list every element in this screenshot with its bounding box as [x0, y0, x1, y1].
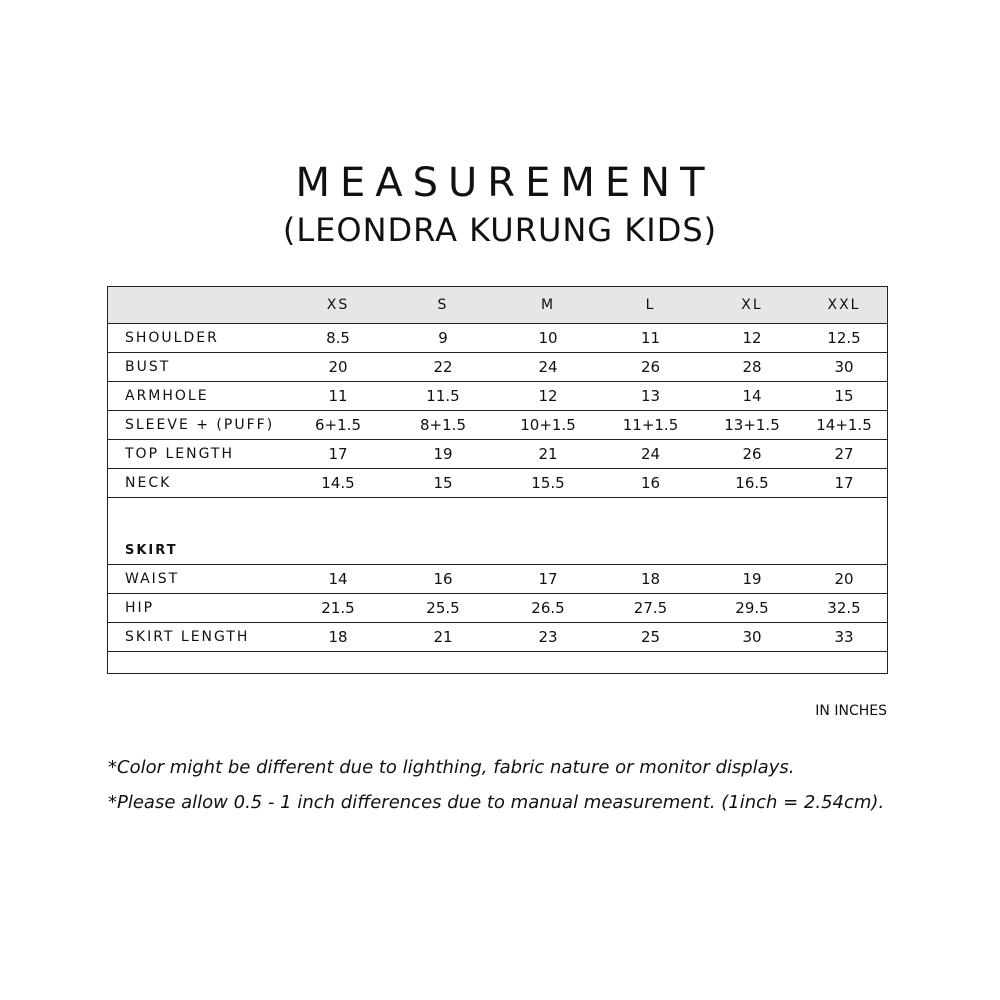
units-note: IN INCHES	[815, 703, 887, 719]
table-cell: 18	[598, 565, 703, 594]
table-cell: 6+1.5	[288, 411, 388, 440]
table-cell: 10+1.5	[498, 411, 598, 440]
table-cell: 12.5	[801, 324, 887, 353]
table-cell: 19	[388, 440, 498, 469]
column-header-s: S	[388, 287, 498, 324]
page-title: MEASUREMENT	[295, 160, 715, 206]
table-cell: 8+1.5	[388, 411, 498, 440]
row-label: SKIRT LENGTH	[108, 623, 288, 652]
table-cell: 32.5	[801, 594, 887, 623]
row-label: WAIST	[108, 565, 288, 594]
table-cell: 26	[598, 353, 703, 382]
blank-cell	[108, 652, 887, 678]
column-header-xxl: XXL	[801, 287, 887, 324]
table-cell: 24	[498, 353, 598, 382]
table-cell: 33	[801, 623, 887, 652]
column-header-xl: XL	[703, 287, 801, 324]
table-cell: 16	[388, 565, 498, 594]
table-cell: 8.5	[288, 324, 388, 353]
table-cell: 27.5	[598, 594, 703, 623]
table-cell: 16.5	[703, 469, 801, 498]
row-label: NECK	[108, 469, 288, 498]
table-cell: 15	[388, 469, 498, 498]
table-cell: 13	[598, 382, 703, 411]
table-row	[108, 565, 887, 594]
column-header-m: M	[498, 287, 598, 324]
table-row	[108, 353, 887, 382]
column-header-l: L	[598, 287, 703, 324]
table-cell: 22	[388, 353, 498, 382]
section-label-skirt: SKIRT	[108, 498, 887, 565]
table-row	[108, 440, 887, 469]
table-cell: 14	[703, 382, 801, 411]
row-label: BUST	[108, 353, 288, 382]
table-cell: 20	[288, 353, 388, 382]
row-label: TOP LENGTH	[108, 440, 288, 469]
table-cell: 17	[288, 440, 388, 469]
table-row	[108, 411, 887, 440]
table-cell: 21	[388, 623, 498, 652]
measurement-disclaimer: *Please allow 0.5 - 1 inch differences due to manual measurement. (1inch = 2.54cm).	[108, 792, 885, 813]
table-cell: 28	[703, 353, 801, 382]
table-cell: 25	[598, 623, 703, 652]
table-cell: 14.5	[288, 469, 388, 498]
table-cell: 11+1.5	[598, 411, 703, 440]
size-chart-table	[107, 286, 888, 674]
table-row	[108, 382, 887, 411]
table-cell: 10	[498, 324, 598, 353]
table-cell: 21	[498, 440, 598, 469]
page-subtitle: (LEONDRA KURUNG KIDS)	[282, 211, 718, 249]
table-cell: 29.5	[703, 594, 801, 623]
table-cell: 12	[498, 382, 598, 411]
color-disclaimer: *Color might be different due to lighthing, fabric nature or monitor displays.	[108, 757, 795, 778]
table-row	[108, 469, 887, 498]
table-cell: 11	[598, 324, 703, 353]
table-cell: 25.5	[388, 594, 498, 623]
table-cell: 21.5	[288, 594, 388, 623]
table-header-row	[108, 287, 887, 324]
table-cell: 12	[703, 324, 801, 353]
blank-row	[108, 652, 887, 678]
table-cell: 14	[288, 565, 388, 594]
table-cell: 23	[498, 623, 598, 652]
table-cell: 27	[801, 440, 887, 469]
row-label: ARMHOLE	[108, 382, 288, 411]
table-row	[108, 623, 887, 652]
table-cell: 19	[703, 565, 801, 594]
table-cell: 9	[388, 324, 498, 353]
table-cell: 20	[801, 565, 887, 594]
row-label: SLEEVE + (PUFF)	[108, 411, 288, 440]
table-cell: 13+1.5	[703, 411, 801, 440]
table-cell: 26	[703, 440, 801, 469]
table-cell: 11	[288, 382, 388, 411]
row-label: HIP	[108, 594, 288, 623]
column-header-xs: XS	[288, 287, 388, 324]
table-cell: 17	[498, 565, 598, 594]
table-cell: 15	[801, 382, 887, 411]
table-cell: 17	[801, 469, 887, 498]
section-row	[108, 498, 887, 565]
table-cell: 26.5	[498, 594, 598, 623]
table-row	[108, 594, 887, 623]
table-cell: 24	[598, 440, 703, 469]
table-cell: 14+1.5	[801, 411, 887, 440]
table-cell: 15.5	[498, 469, 598, 498]
column-header	[108, 287, 288, 324]
table-cell: 18	[288, 623, 388, 652]
table-row	[108, 324, 887, 353]
table-cell: 30	[801, 353, 887, 382]
row-label: SHOULDER	[108, 324, 288, 353]
table-cell: 16	[598, 469, 703, 498]
table-cell: 30	[703, 623, 801, 652]
table-cell: 11.5	[388, 382, 498, 411]
